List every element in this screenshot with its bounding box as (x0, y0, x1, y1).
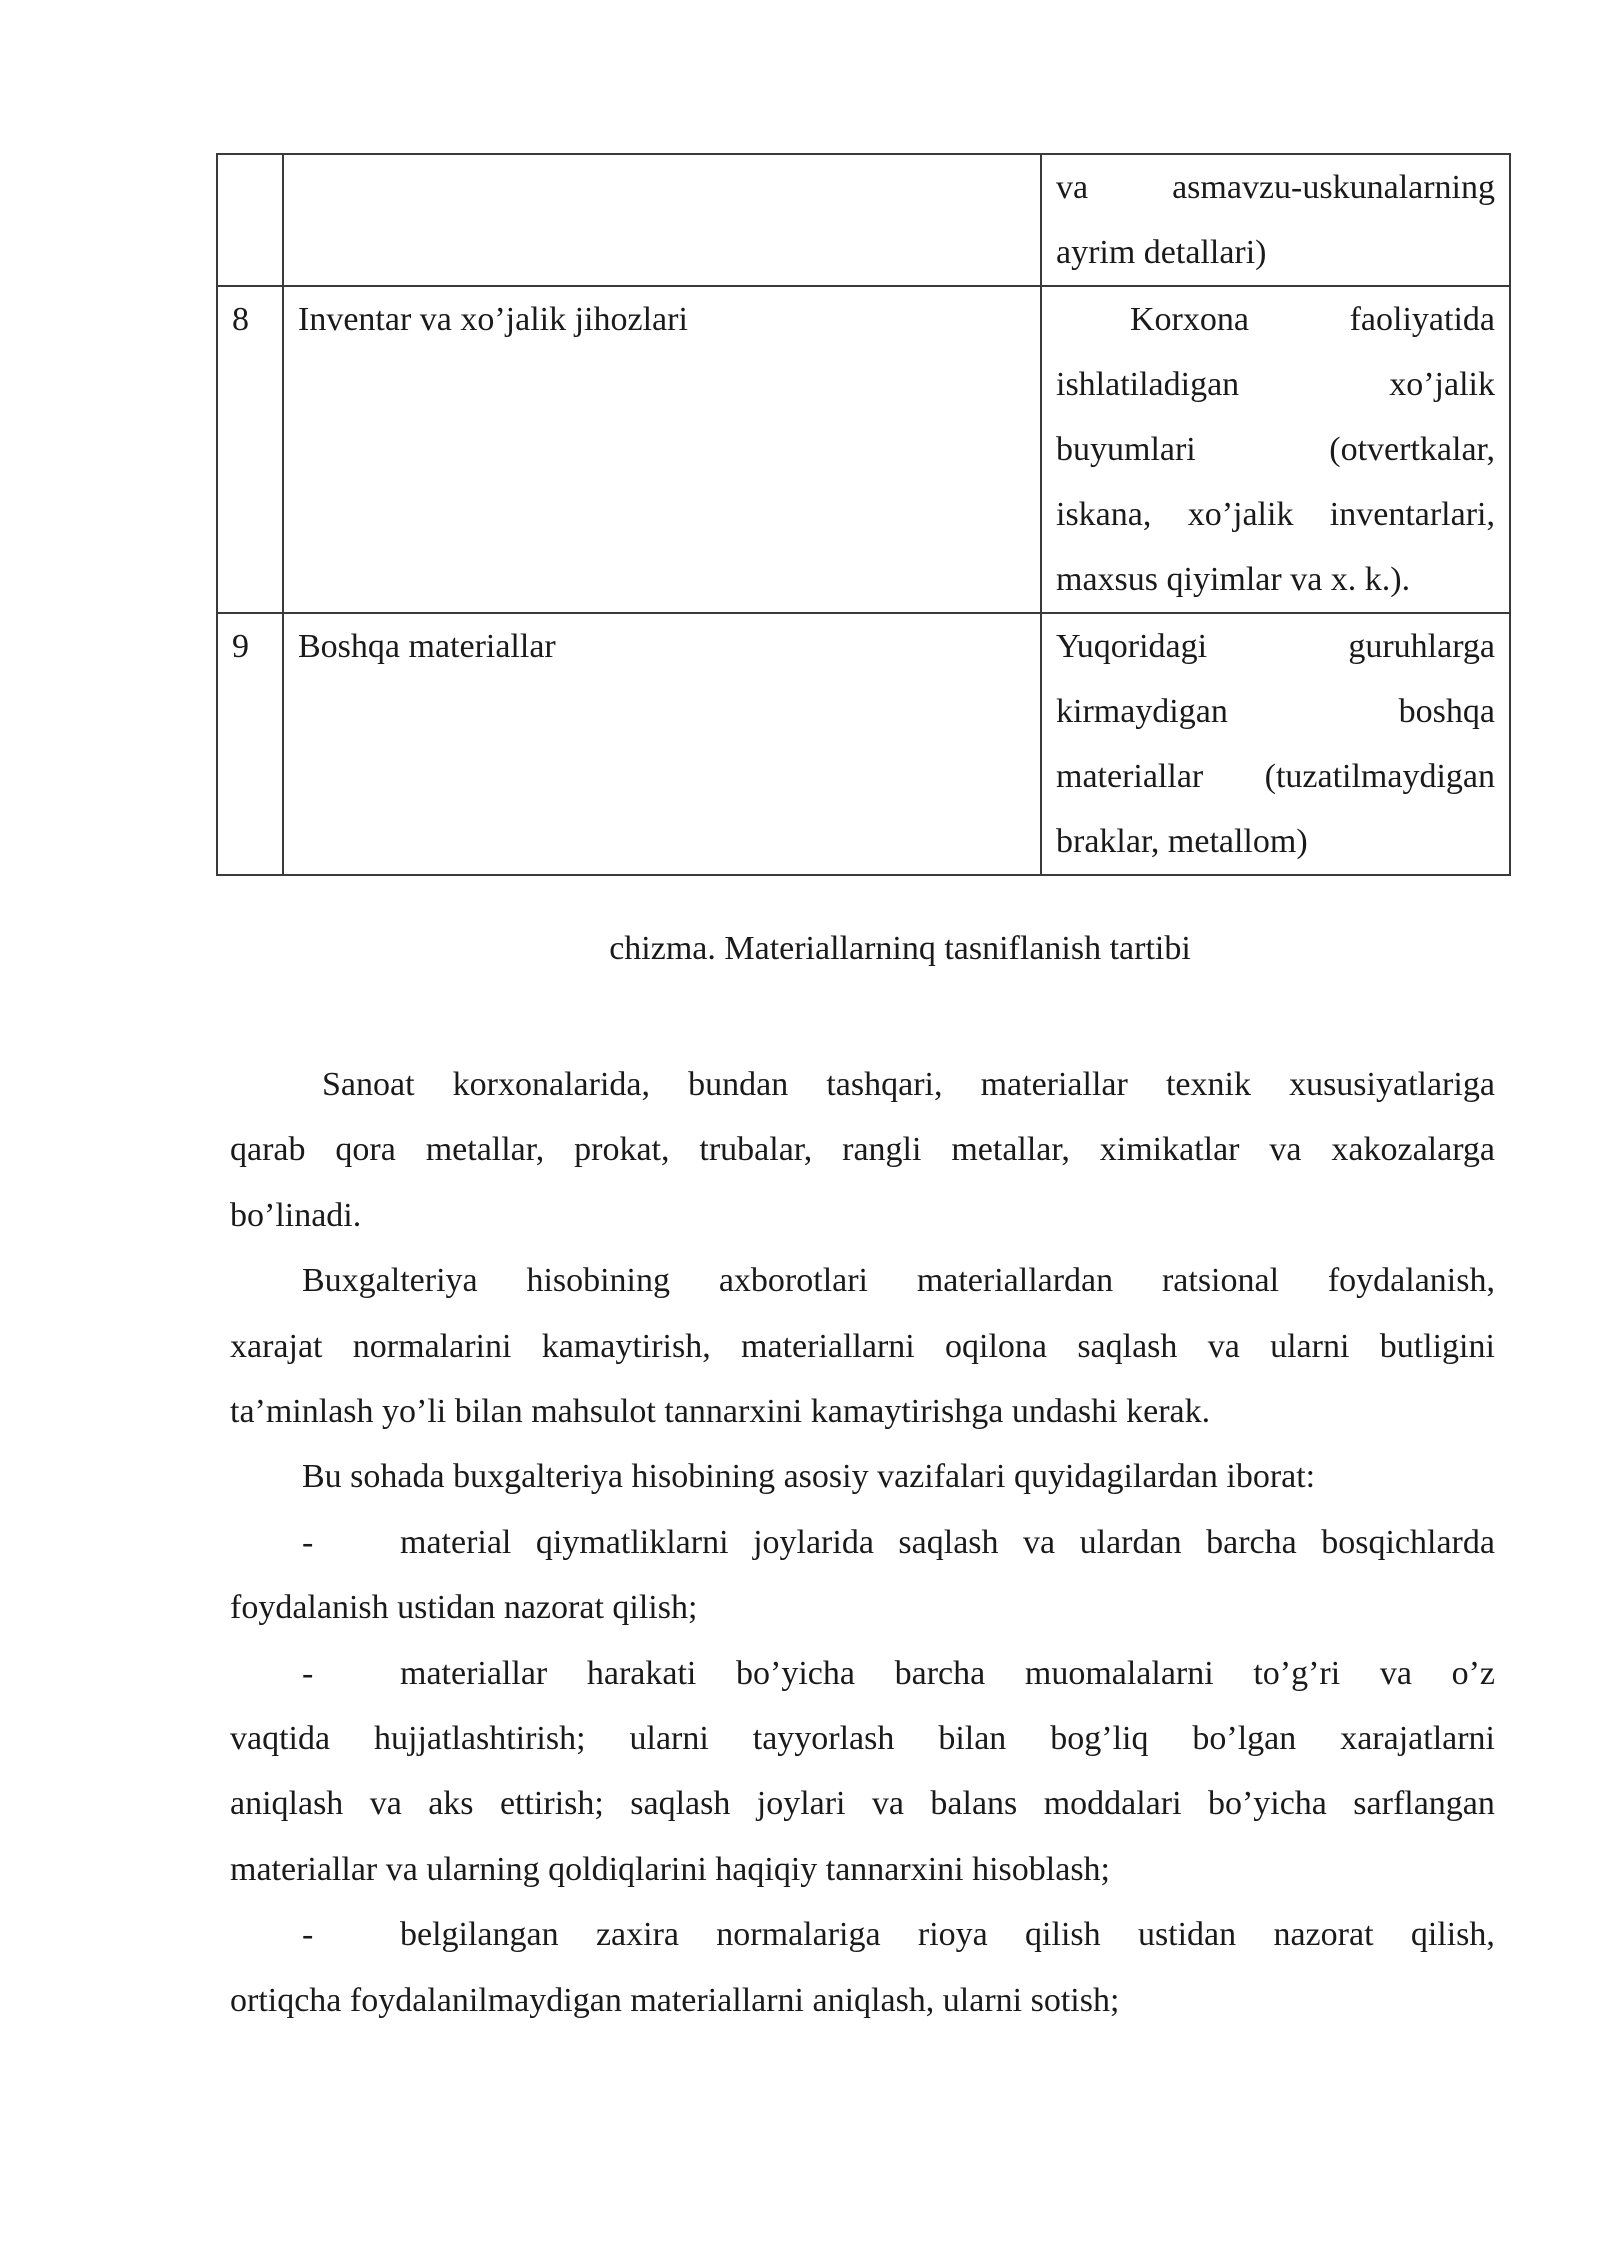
text-line (230, 1183, 1495, 1248)
bullet-first-line (230, 1641, 1495, 1706)
description-line (1056, 809, 1495, 874)
word: ximikatlar (1099, 1131, 1240, 1169)
word: moddalari (1043, 1785, 1182, 1823)
word: kamaytirish, (541, 1327, 711, 1365)
word: bosqichlarda (1321, 1523, 1495, 1561)
word: ettirish; (499, 1785, 604, 1823)
bullet-dash: - (302, 1523, 314, 1561)
word: asmavzu-uskunalarning (1172, 169, 1495, 206)
word: rioya (917, 1916, 988, 1954)
word: axborotlari (718, 1262, 868, 1300)
word: materiallar va ularning qoldiqlarini haqiqiy tannarxini hisoblash; (230, 1850, 1110, 1888)
text-line (230, 1314, 1495, 1379)
table-row (217, 613, 1510, 875)
word: to’g’ri (1253, 1654, 1341, 1692)
text-line (230, 1706, 1495, 1771)
paragraph (230, 1248, 1495, 1444)
word: aniqlash (230, 1785, 344, 1823)
word: hujjatlashtirish; (374, 1720, 586, 1758)
word: materiallarni (741, 1327, 915, 1365)
word: foydalanish, (1327, 1262, 1495, 1300)
word: Sanoat (322, 1066, 415, 1103)
word: (tuzatilmaydigan (1264, 758, 1495, 795)
word: Yuqoridagi (1056, 628, 1208, 665)
word: texnik (1165, 1066, 1251, 1103)
word: zaxira (595, 1916, 679, 1954)
text-line (230, 1837, 1495, 1902)
body-text (230, 1052, 1495, 2033)
word: belgilangan (400, 1916, 559, 1954)
word: materiallar (1056, 758, 1204, 795)
word: bo’linadi. (230, 1196, 362, 1234)
text-line (230, 1771, 1495, 1836)
word: bo’lgan (1192, 1720, 1297, 1758)
word: iskana, (1056, 496, 1152, 533)
table-row (217, 286, 1510, 613)
word: saqlash (630, 1785, 731, 1823)
word: muomalalarni (1024, 1654, 1214, 1692)
word: ularni (629, 1720, 709, 1758)
bullet-item (230, 1510, 1495, 1641)
text-line (230, 1444, 1495, 1509)
word: barcha (894, 1654, 986, 1692)
text-line (230, 1052, 1495, 1117)
word: xususiyatlariga (1289, 1066, 1495, 1103)
bullet-text (400, 1902, 1495, 1967)
word: vaqtida (230, 1720, 331, 1758)
word: va (1269, 1131, 1302, 1169)
word: va (1207, 1327, 1240, 1365)
word: xarajat (230, 1327, 323, 1365)
word: Buxgalteriya (302, 1262, 478, 1300)
description-line (1056, 482, 1495, 547)
word: xo’jalik (1187, 496, 1294, 533)
text-line (230, 1575, 1495, 1640)
word: hisobining (526, 1262, 671, 1300)
bullet-item (230, 1902, 1495, 2033)
word: metallar, (951, 1131, 1070, 1169)
description-line (1056, 352, 1495, 417)
word: saqlash (1077, 1327, 1178, 1365)
word: joylarida (753, 1523, 874, 1561)
word: va (1023, 1523, 1056, 1561)
text-line (230, 1968, 1495, 2033)
word: prokat, (574, 1131, 670, 1169)
word: va (1379, 1654, 1412, 1692)
description-line (1056, 155, 1495, 220)
word: qilish (1025, 1916, 1101, 1954)
description-line (1056, 614, 1495, 679)
word: qiymatliklarni (535, 1523, 729, 1561)
text-line (230, 1379, 1495, 1444)
word: nazorat (1273, 1916, 1374, 1954)
word: bilan (938, 1720, 1007, 1758)
paragraph (230, 1444, 1495, 1509)
word: kirmaydigan (1056, 693, 1228, 730)
figure-caption: chizma. Materiallarninq tasniflanish tartibi (609, 930, 1191, 967)
word: va (871, 1785, 905, 1823)
description-line (1056, 547, 1495, 612)
word: qora (335, 1131, 396, 1169)
word: trubalar, (699, 1131, 813, 1169)
word: oqilona (945, 1327, 1048, 1365)
word: korxonalarida, (452, 1066, 650, 1103)
text-line (230, 1248, 1495, 1313)
word: Korxona (1130, 301, 1249, 338)
description-line (1056, 744, 1495, 809)
bullet-dash: - (302, 1654, 314, 1692)
material-group-cell (283, 154, 1041, 286)
word: Bu sohada buxgalteriya hisobining asosiy vazifalari quyidagilardan iborat: (302, 1458, 1316, 1496)
word: faoliyatida (1349, 301, 1495, 338)
word: boshqa (1398, 693, 1495, 730)
word: balans (930, 1785, 1018, 1823)
word: ortiqcha foydalanilmaydigan materiallarni aniqlash, ularni sotish; (230, 1981, 1120, 2019)
word: bo’yicha (736, 1654, 855, 1692)
word: xo’jalik (1389, 366, 1495, 403)
word: ulardan (1079, 1523, 1182, 1561)
material-description-cell (1041, 154, 1510, 286)
bullet-item (230, 1641, 1495, 1903)
word: maxsus qiyimlar va x. k.). (1056, 561, 1411, 598)
word: guruhlarga (1348, 628, 1495, 665)
description-line (1056, 679, 1495, 744)
word: qilish, (1410, 1916, 1495, 1954)
row-number-cell (217, 154, 283, 286)
word: va (1056, 169, 1089, 206)
bullet-first-line (230, 1902, 1495, 1967)
word: bo’yicha (1207, 1785, 1327, 1823)
word: bundan (688, 1066, 789, 1103)
word: tayyorlash (752, 1720, 895, 1758)
material-group-cell: Boshqa materiallar (283, 613, 1041, 875)
word: ta’minlash yo’li bilan mahsulot tannarxini kamaytirishga undashi kerak. (230, 1393, 1211, 1431)
bullet-first-line (230, 1510, 1495, 1575)
description-line (1056, 287, 1495, 352)
bullet-text (400, 1641, 1495, 1706)
word: normalariga (716, 1916, 881, 1954)
material-description-cell (1041, 613, 1510, 875)
word: harakati (586, 1654, 697, 1692)
material-description-cell (1041, 286, 1510, 613)
word: material (400, 1523, 512, 1561)
word: (otvertkalar, (1329, 431, 1495, 468)
word: materiallar (980, 1066, 1128, 1103)
word: foydalanish ustidan nazorat qilish; (230, 1589, 698, 1627)
row-number-cell: 8 (217, 286, 283, 613)
text-line (230, 1117, 1495, 1182)
word: metallar, (425, 1131, 545, 1169)
word: va (369, 1785, 402, 1823)
word: ishlatiladigan (1056, 366, 1240, 403)
word: saqlash (898, 1523, 999, 1561)
word: ayrim detallari) (1056, 234, 1267, 271)
word: inventarlari, (1329, 496, 1495, 533)
paragraph (230, 1052, 1495, 1248)
word: xakozalarga (1331, 1131, 1495, 1169)
word: buyumlari (1056, 431, 1196, 468)
word: o’z (1451, 1654, 1495, 1692)
word: joylari (756, 1785, 846, 1823)
material-group-cell: Inventar va xo’jalik jihozlari (283, 286, 1041, 613)
word: rangli (842, 1131, 922, 1169)
word: materiallar (400, 1654, 548, 1692)
word: ratsional (1161, 1262, 1280, 1300)
word: bog’liq (1050, 1720, 1149, 1758)
table-row (217, 154, 1510, 286)
bullet-dash: - (302, 1916, 314, 1954)
word: xarajatlarni (1340, 1720, 1495, 1758)
word: normalarini (352, 1327, 512, 1365)
word: tashqari, (826, 1066, 943, 1103)
description-line (1056, 417, 1495, 482)
word: sarflangan (1353, 1785, 1495, 1823)
word: butligini (1379, 1327, 1495, 1365)
bullet-text (400, 1510, 1495, 1575)
word: ularni (1270, 1327, 1350, 1365)
description-line (1056, 220, 1495, 285)
materials-classification-table (216, 153, 1511, 876)
word: qarab (230, 1131, 306, 1169)
row-number-cell: 9 (217, 613, 283, 875)
word: braklar, metallom) (1056, 823, 1308, 860)
word: materiallardan (916, 1262, 1114, 1300)
word: aks (428, 1785, 474, 1823)
word: barcha (1206, 1523, 1297, 1561)
word: ustidan (1137, 1916, 1237, 1954)
